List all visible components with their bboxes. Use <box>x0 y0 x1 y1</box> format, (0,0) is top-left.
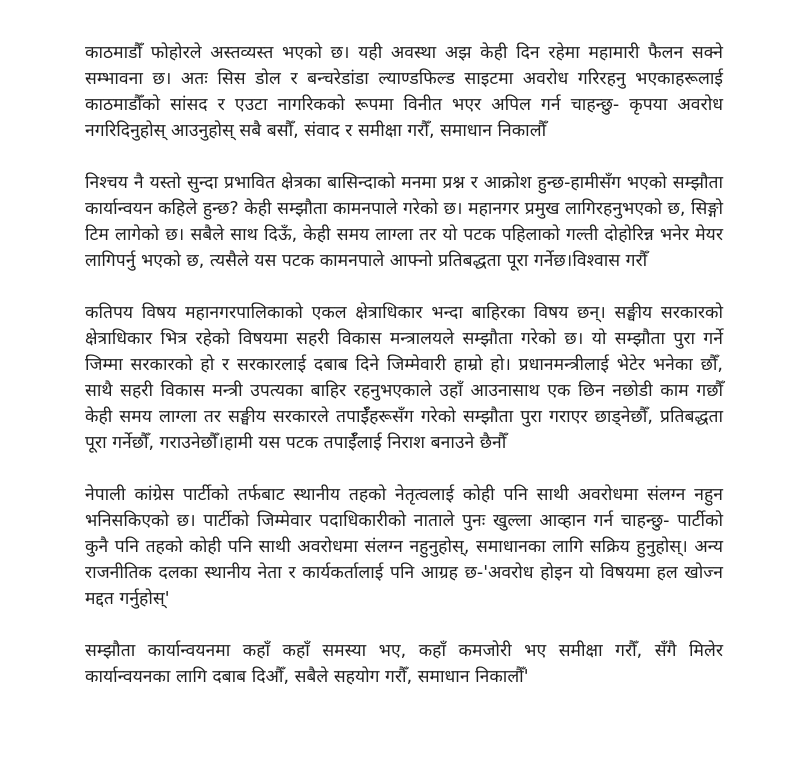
paragraph-3: कतिपय विषय महानगरपालिकाको एकल क्षेत्राधिकार भन्दा बाहिरका विषय छन्। सङ्घीय सरकारको क्षेत्राधिकार भित्र रहेको विषयमा सहरी विकास मन्त्रालयले सम्झौता गरेको छ। यो सम्झौता पुरा गर्ने जिम्मा सरकारको हो र सरकारलाई दबाब दिने जिम्मेवारी हाम्रो हो। प्रधानमन्त्रीलाई भेटेर भनेका छौँ, साथै सहरी विकास मन्त्री उपत्यका बाहिर रहनुभएकाले उहाँ आउनासाथ एक छिन नछोडी काम गछौँ केही समय लाग्ला तर सङ्घीय सरकारले तपाईँहरूसँग गरेको सम्झौता पुरा गराएर छाड्नेछौँ, प्रतिबद्धता पूरा गर्नेछौँ, गराउनेछौँ।हामी यस पटक तपाईँलाई निराश बनाउने छैनौँ <box>85 303 723 453</box>
paragraph-1: काठमाडौँ फोहोरले अस्तव्यस्त भएको छ। यही अवस्था अझ केही दिन रहेमा महामारी फैलन सक्ने सम्भावना छ। अतः सिस डोल र बन्चरेडांडा ल्याण्डफिल्ड साइटमा अवरोध गरिरहनु भएकाहरूलाई काठमाडौँको सांसद र एउटा नागरिकको रूपमा विनीत भएर अपिल गर्न चाहन्छु- कृपया अवरोध नगरिदिनुहोस् आउनुहोस् सबै बसौँ, संवाद र समीक्षा गरौँ, समाधान निकालौँ <box>85 43 723 141</box>
paragraph-4: नेपाली कांग्रेस पार्टीको तर्फबाट स्थानीय तहको नेतृत्वलाई कोही पनि साथी अवरोधमा संलग्न नहुन भनिसकिएको छ। पार्टीको जिम्मेवार पदाधिकारीको नाताले पुनः खुल्ला आव्हान गर्न चाहन्छु- पार्टीको कुनै पनि तहको कोही पनि साथी अवरोधमा संलग्न नहुनुहोस्, समाधानका लागि सक्रिय हुनुहोस्। अन्य राजनीतिक दलका स्थानीय नेता र कार्यकर्तालाई पनि आग्रह छ-'अवरोध होइन यो विषयमा हल खोज्न मद्दत गर्नुहोस्' <box>85 485 723 609</box>
paragraph-5: सम्झौता कार्यान्वयनमा कहाँ कहाँ समस्या भए, कहाँ कमजोरी भए समीक्षा गरौँ, सँगै मिलेर कार्यान्वयनका लागि दबाब दिऔँ, सबैले सहयोग गरौँ, समाधान निकालौँ' <box>85 641 723 687</box>
article-body <box>85 40 723 690</box>
paragraph-2: निश्चय नै यस्तो सुन्दा प्रभावित क्षेत्रका बासिन्दाको मनमा प्रश्न र आक्रोश हुन्छ-हामीसँग भएको सम्झौता कार्यान्वयन कहिले हुन्छ? केही सम्झौता कामनपाले गरेको छ। महानगर प्रमुख लागिरहनुभएको छ, सिङ्गो टिम लागेको छ। सबैले साथ दिऊँ, केही समय लाग्ला तर यो पटक पहिलाको गल्ती दोहोरिन्न भनेर मेयर लागिपर्नु भएको छ, त्यसैले यस पटक कामनपाले आफ्नो प्रतिबद्धता पूरा गर्नेछ।विश्वास गरौँ <box>85 173 723 271</box>
